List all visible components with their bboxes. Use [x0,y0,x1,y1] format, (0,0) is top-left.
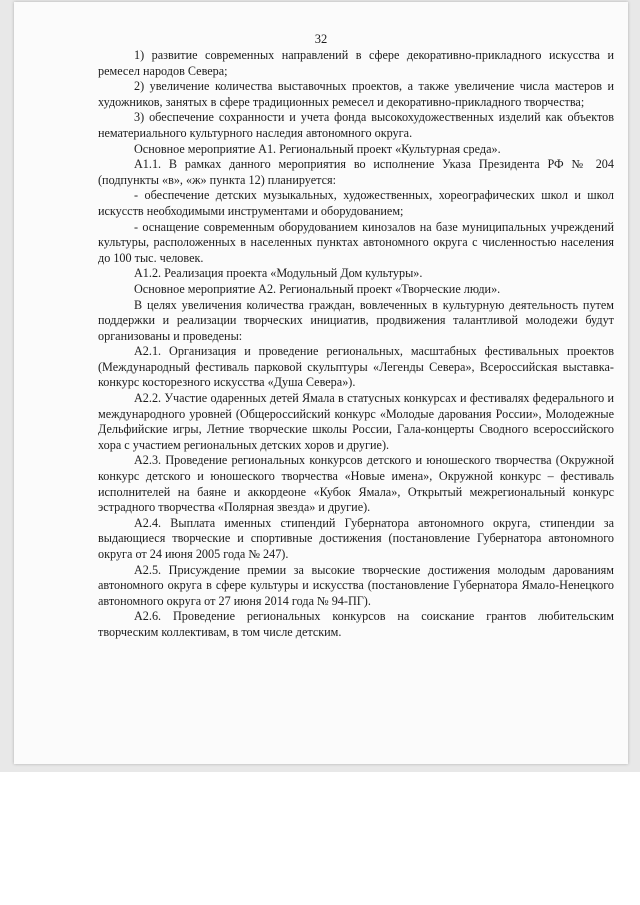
blank-area [0,772,640,905]
paragraph: 1) развитие современных направлений в сфере декоративно-прикладного искусства и ремесел народов Севера; [98,48,614,78]
paragraph: Основное мероприятие А1. Региональный проект «Культурная среда». [134,141,501,156]
paragraph: - оснащение современным оборудованием кинозалов на базе муниципальных учреждений культуры, расположенных в населенных пунктах автономного округа с численностью населения до 100 тыс. человек. [98,219,614,265]
page-body [98,48,614,641]
paragraph: А2.1. Организация и проведение региональных, масштабных фестивальных проектов (Международный фестиваль парковой скульптуры «Легенды Севера», Всероссийская выставка-конкурс косторезного искусства «Душа Севера»). [98,344,614,390]
paragraph: А1.1. В рамках данного мероприятия во исполнение Указа Президента РФ № 204 (подпункты «в», «ж» пункта 12) планируется: [98,157,614,187]
paragraph: А2.4. Выплата именных стипендий Губернатора автономного округа, стипендии за выдающиеся творческие и спортивные достижения (постановление Губернатора автономного округа от 24 июня 2005 года № 247). [98,515,614,561]
paragraph: А2.5. Присуждение премии за высокие творческие достижения молодым дарованиям автономного округа в сфере культуры и искусства (постановление Губернатора Ямало-Ненецкого автономного округа от 27 июня 2014 года № 94-ПГ). [98,562,614,608]
page-number: 32 [314,32,328,46]
paragraph: А2.6. Проведение региональных конкурсов на соискание грантов любительским творческим коллективам, в том числе детским. [98,609,614,639]
paragraph: А1.2. Реализация проекта «Модульный Дом культуры». [134,266,423,281]
paragraph: 3) обеспечение сохранности и учета фонда высокохудожественных изделий как объектов нематериального культурного наследия автономного округа. [98,110,614,140]
paragraph: 2) увеличение количества выставочных проектов, а также увеличение числа мастеров и художников, занятых в сфере традиционных ремесел и декоративно-прикладного творчества; [98,79,614,109]
paragraph: - обеспечение детских музыкальных, художественных, хореографических школ и школ искусств необходимыми инструментами и оборудованием; [98,188,614,218]
paragraph: А2.3. Проведение региональных конкурсов детского и юношеского творчества (Окружной конкурс детского и юношеского творчества «Новые имена», Окружной конкурс – фестиваль исполнителей на баяне и аккордеоне «Кубок Ямала», Открытый межрегиональный конкурс эстрадного творчества «Полярная звезда» и другие). [98,453,614,515]
paragraph: А2.2. Участие одаренных детей Ямала в статусных конкурсах и фестивалях федерального и международного уровней (Общероссийский конкурс «Молодые дарования России», Молодежные Дельфийские игры, Летние творческие школы России, Гала-концерты Сводного всероссийского хора с участием региональных детских хоров и другие). [98,391,614,452]
paragraph: В целях увеличения количества граждан, вовлеченных в культурную деятельность путем поддержки и реализации творческих инициатив, продвижения талантливой молодежи будут организованы и проведены: [98,297,614,343]
paragraph: Основное мероприятие А2. Региональный проект «Творческие люди». [134,281,501,296]
document-page [14,2,628,764]
